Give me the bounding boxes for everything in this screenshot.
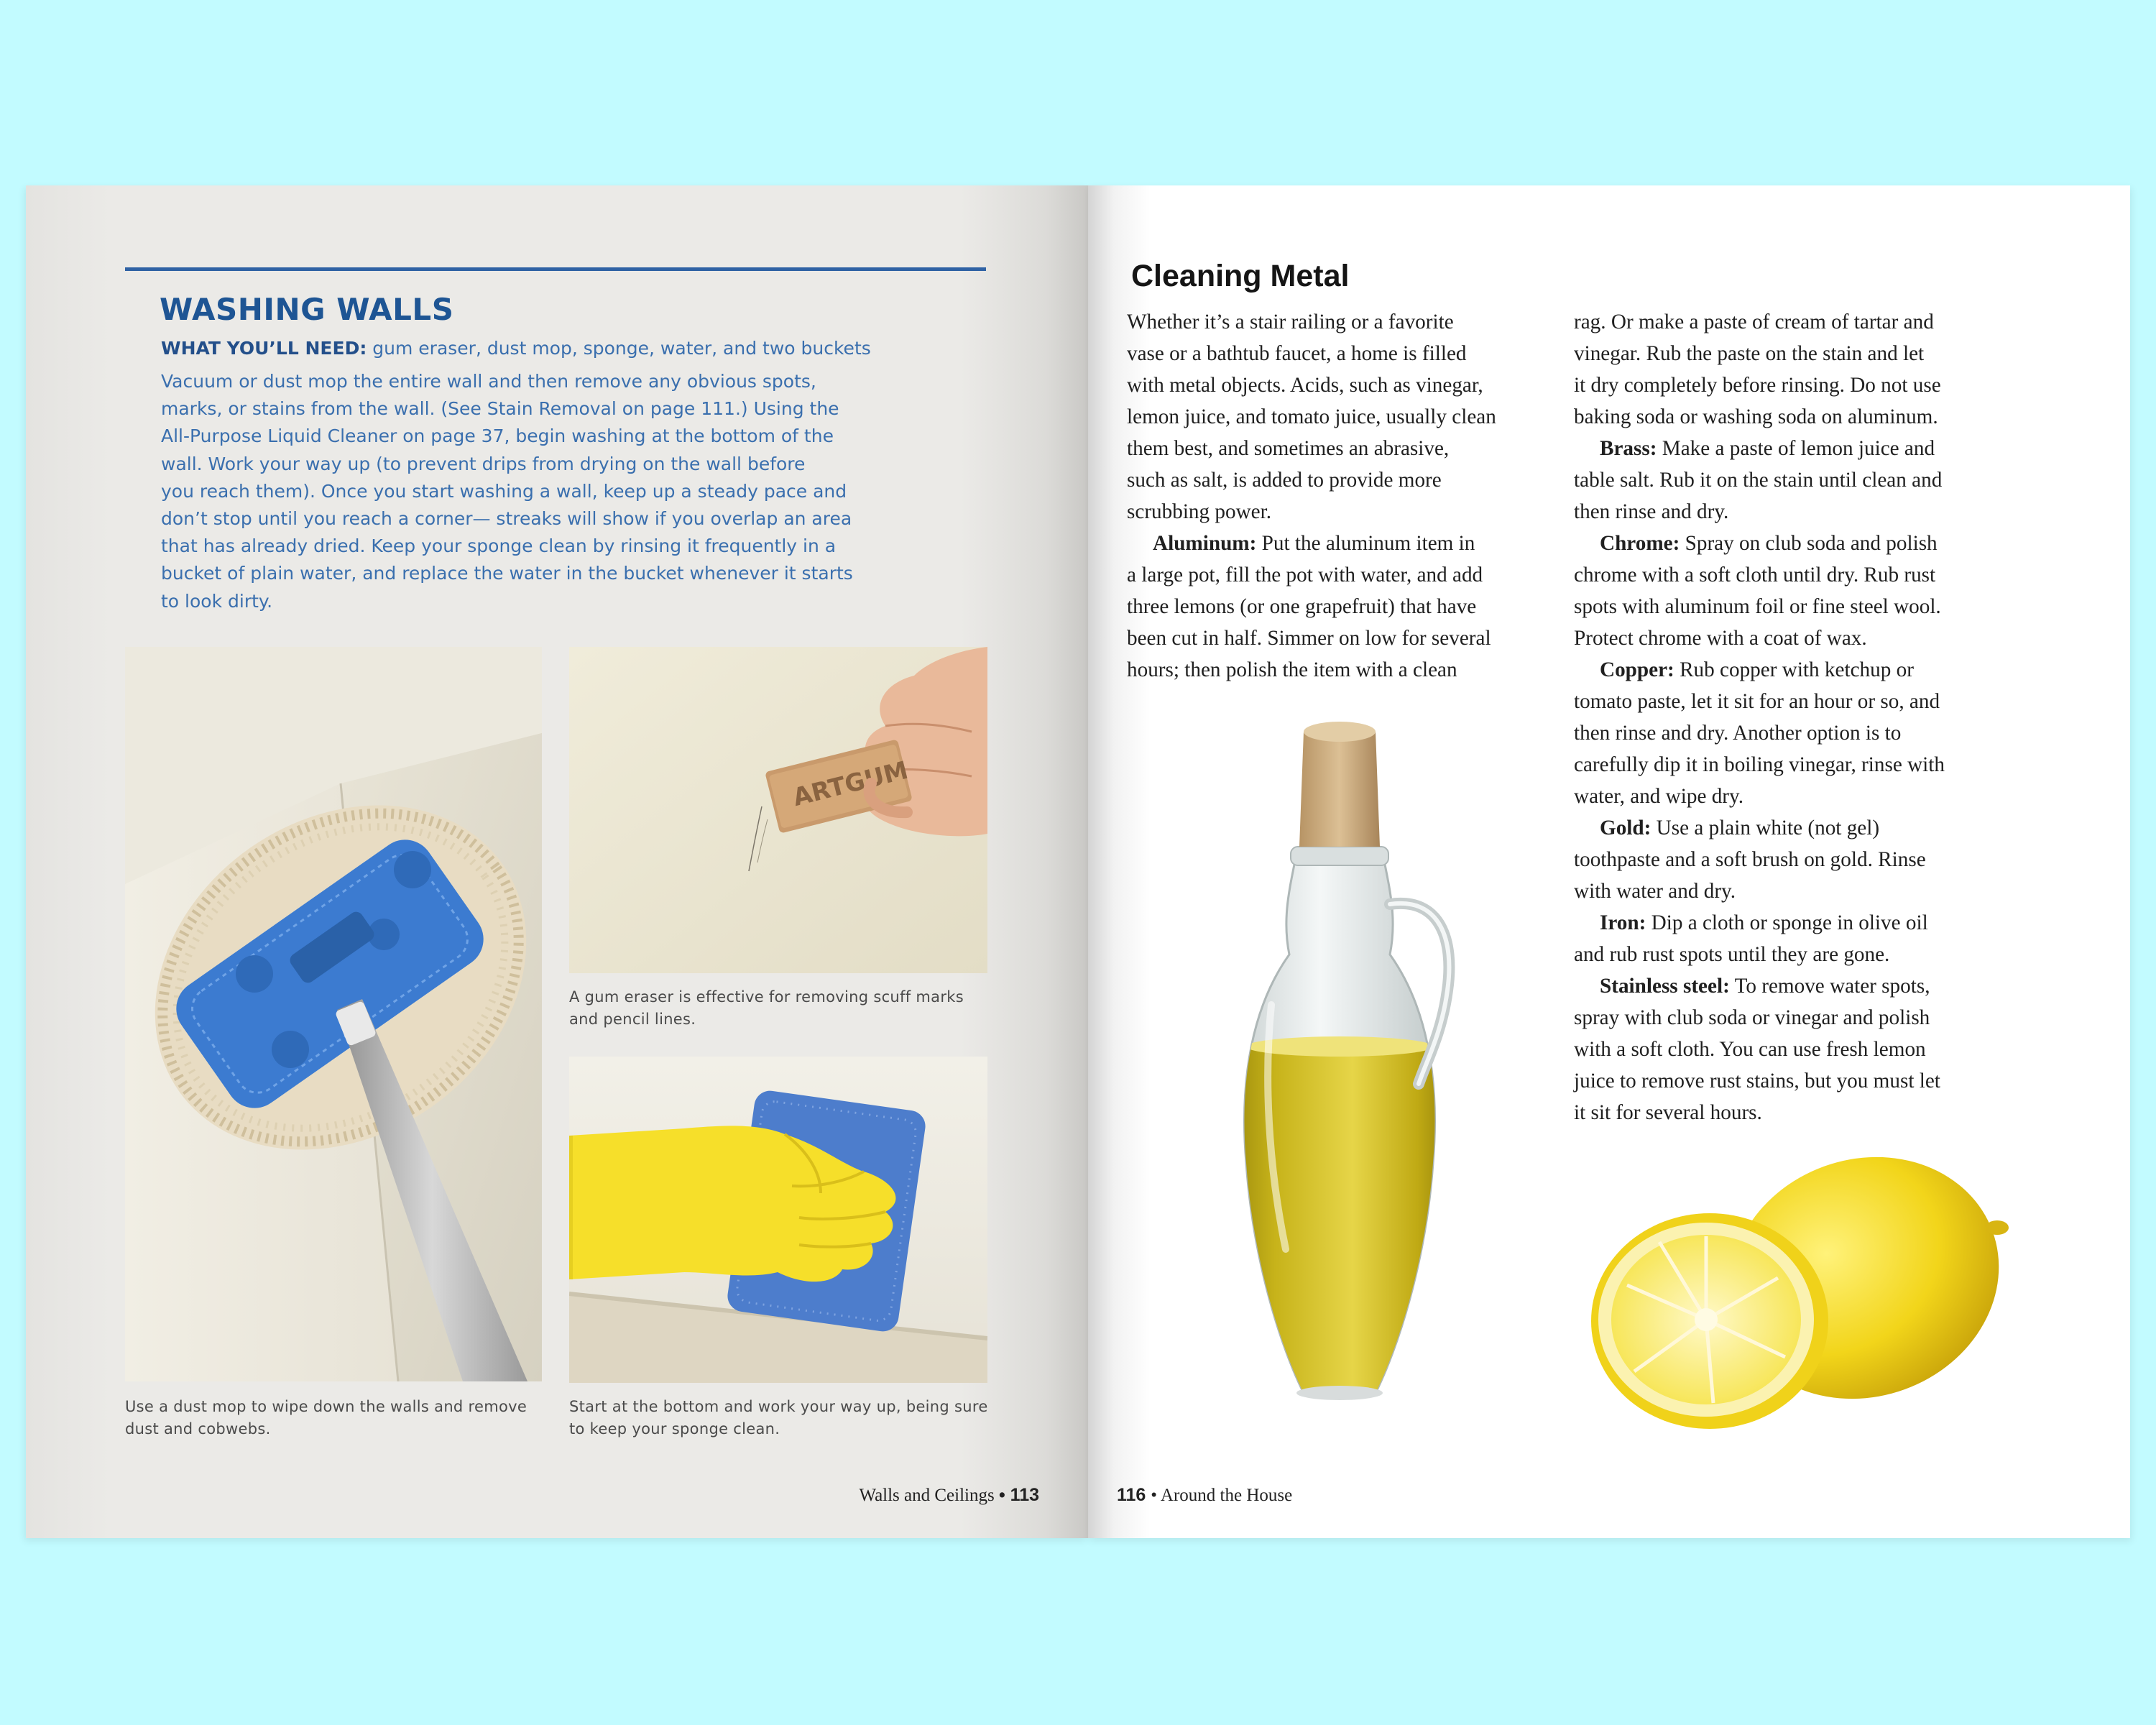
open-book [26,185,2130,1538]
text-column-1 [1127,306,1544,686]
left-page [26,185,1088,1538]
running-head-right: • Around the House [1151,1486,1293,1505]
intro-paragraph: Whether it’s a stair railing or a favorite vase or a bathtub faucet, a home is filled with metal objects. Acids, such as vinegar, lemon juice, and tomato juice, usually clean them best, and sometimes an abrasive, such as salt, is added to provide more scrubbing power. [1127,310,1496,523]
eraser-brand-text: ARTGUM [790,755,911,813]
running-head-left: Walls and Ceilings [859,1486,999,1505]
iron-entry: Iron: Dip a cloth or sponge in olive oil and rub rust spots until they are gone. [1574,911,1928,966]
brass-entry: Brass: Make a paste of lemon juice and table salt. Rub it on the stain until clean and then rinse and dry. [1574,437,1943,523]
lemons-image [1577,1141,2015,1443]
olive-oil-bottle-image [1210,703,1469,1422]
right-page [1088,185,2130,1538]
article-title: Cleaning Metal [1131,259,1350,293]
left-page-footer [859,1485,1039,1506]
instructions-paragraph: Vacuum or dust mop the entire wall and then remove any obvious spots, marks, or stains from the wall. (See Stain Removal on page 111.) Using the All-Purpose Liquid Cleaner on page 37, begin washing at the bottom of the wall. Work your way up (to prevent drips from drying on the wall before you reach them). Once you start washing a wall, keep up a steady pace and don’t stop until you reach a corner— streaks will show if you overlap an area that has already dried. Keep your sponge clean by rinsing it frequently in a bucket of plain water, and replace the water in the bucket whenever it starts to look dirty. [161,371,853,612]
aluminum-entry: Aluminum: Put the aluminum item in a large pot, fill the pot with water, and add three lemons (or one grapefruit) that have been cut in half. Simmer on low for several hours; then polish the item with a clean [1127,532,1491,681]
dust-mop-photo [125,647,542,1381]
right-page-footer [1117,1485,1292,1506]
chrome-entry: Chrome: Spray on club soda and polish chrome with a soft cloth until dry. Rub rust spots with aluminum foil or fine steel wool. Protect chrome with a coat of wax. [1574,532,1941,650]
stainless-steel-entry: Stainless steel: To remove water spots, spray with club soda or vinegar and polish with a soft cloth. You can use fresh lemon juice to remove rust stains, but you must let it sit for several hours. [1574,975,1940,1124]
gold-entry: Gold: Use a plain white (not gel) toothpaste and a soft brush on gold. Rinse with water and dry. [1574,816,1926,903]
mop-caption: Use a dust mop to wipe down the walls and remove dust and cobwebs. [125,1398,528,1438]
page-number-left: • 113 [998,1485,1039,1505]
page-number-right: 116 [1117,1485,1151,1505]
supplies-label: WHAT YOU’LL NEED: [161,338,367,359]
section-title: WASHING WALLS [160,292,454,327]
gum-eraser-photo [569,647,987,973]
eraser-caption: A gum eraser is effective for removing scuff marks and pencil lines. [569,988,964,1028]
section-rule [125,267,986,271]
supplies-items: gum eraser, dust mop, sponge, water, and two buckets [367,338,871,359]
aluminum-label: Aluminum: [1153,532,1257,555]
copper-entry: Copper: Rub copper with ketchup or tomato paste, let it sit for an hour or so, and then rinse and dry. Another option is to carefully dip it in boiling vinegar, rinse with water, and wipe dry. [1574,658,1945,808]
text-column-2 [1574,306,1992,1128]
sponge-photo [569,1057,987,1383]
sponge-caption: Start at the bottom and work your way up, being sure to keep your sponge clean. [569,1398,988,1438]
supplies-line [161,338,1009,359]
aluminum-continued: rag. Or make a paste of cream of tartar and vinegar. Rub the paste on the stain and let it dry completely before rinsing. Do not use baking soda or washing soda on aluminum. [1574,310,1941,428]
